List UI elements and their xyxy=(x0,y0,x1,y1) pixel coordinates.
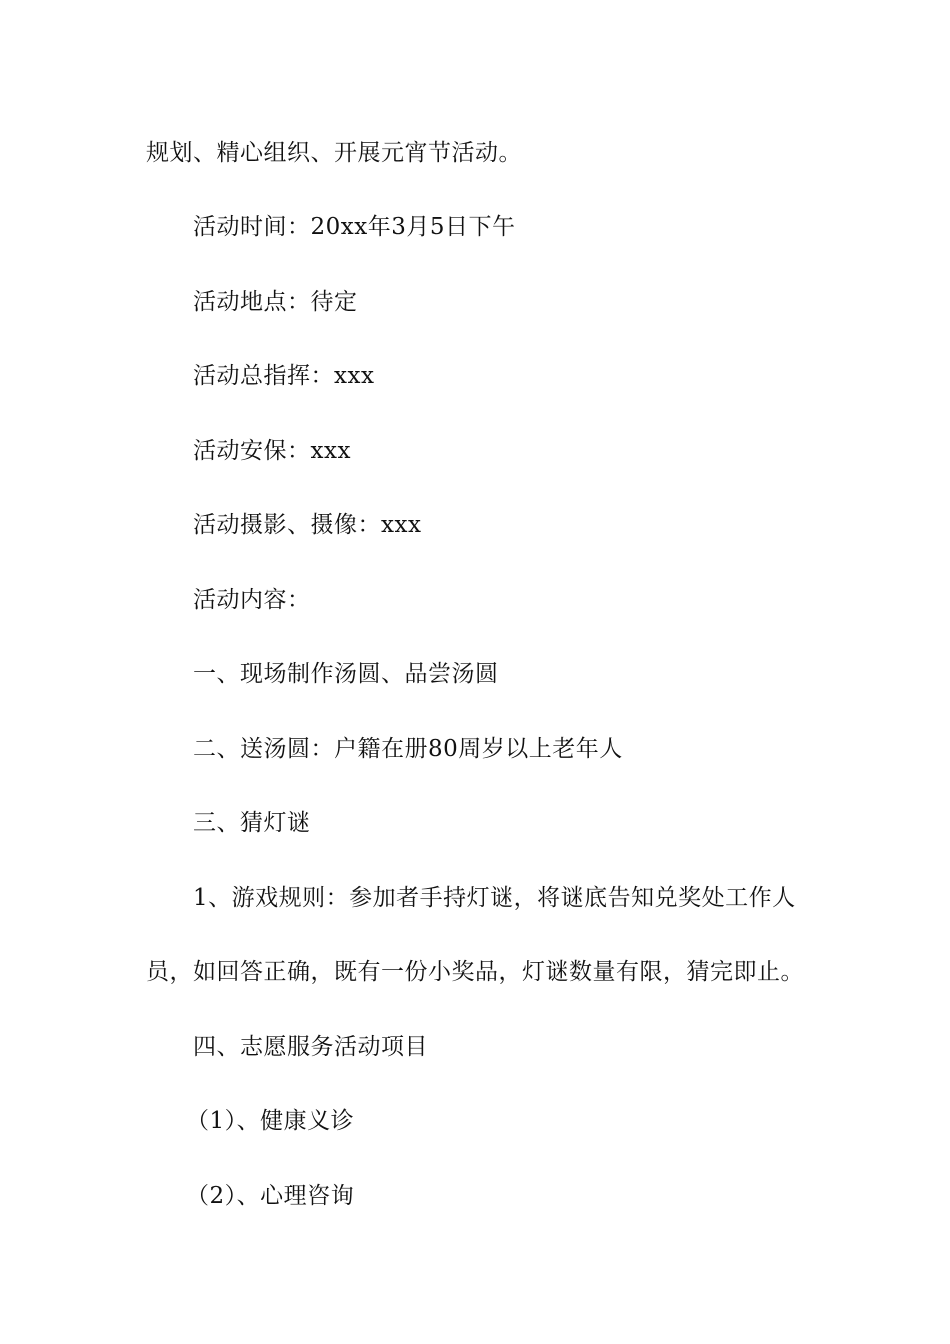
content-item-4: 四、志愿服务活动项目 xyxy=(193,1034,428,1060)
content-item-1: 一、现场制作汤圆、品尝汤圆 xyxy=(193,661,499,687)
activity-photography: 活动摄影、摄像：xxx xyxy=(193,512,422,538)
activity-time: 活动时间：20xx年3月5日下午 xyxy=(193,214,516,240)
sub-item-counseling: （2）、心理咨询 xyxy=(186,1183,355,1209)
content-item-3: 三、猜灯谜 xyxy=(193,810,311,836)
game-rules-line-1: 1、游戏规则：参加者手持灯谜，将谜底告知兑奖处工作人 xyxy=(193,885,796,911)
sub-item-health-clinic: （1）、健康义诊 xyxy=(186,1108,355,1134)
paragraph-continuation: 规划、精心组织、开展元宵节活动。 xyxy=(146,140,522,166)
game-rules-line-2: 员，如回答正确，既有一份小奖品，灯谜数量有限，猜完即止。 xyxy=(146,959,804,985)
activity-security: 活动安保：xxx xyxy=(193,438,351,464)
activity-location: 活动地点：待定 xyxy=(193,289,358,315)
activity-commander: 活动总指挥：xxx xyxy=(193,363,375,389)
activity-content-heading: 活动内容： xyxy=(193,587,311,613)
content-item-2: 二、送汤圆：户籍在册80周岁以上老年人 xyxy=(193,736,623,762)
